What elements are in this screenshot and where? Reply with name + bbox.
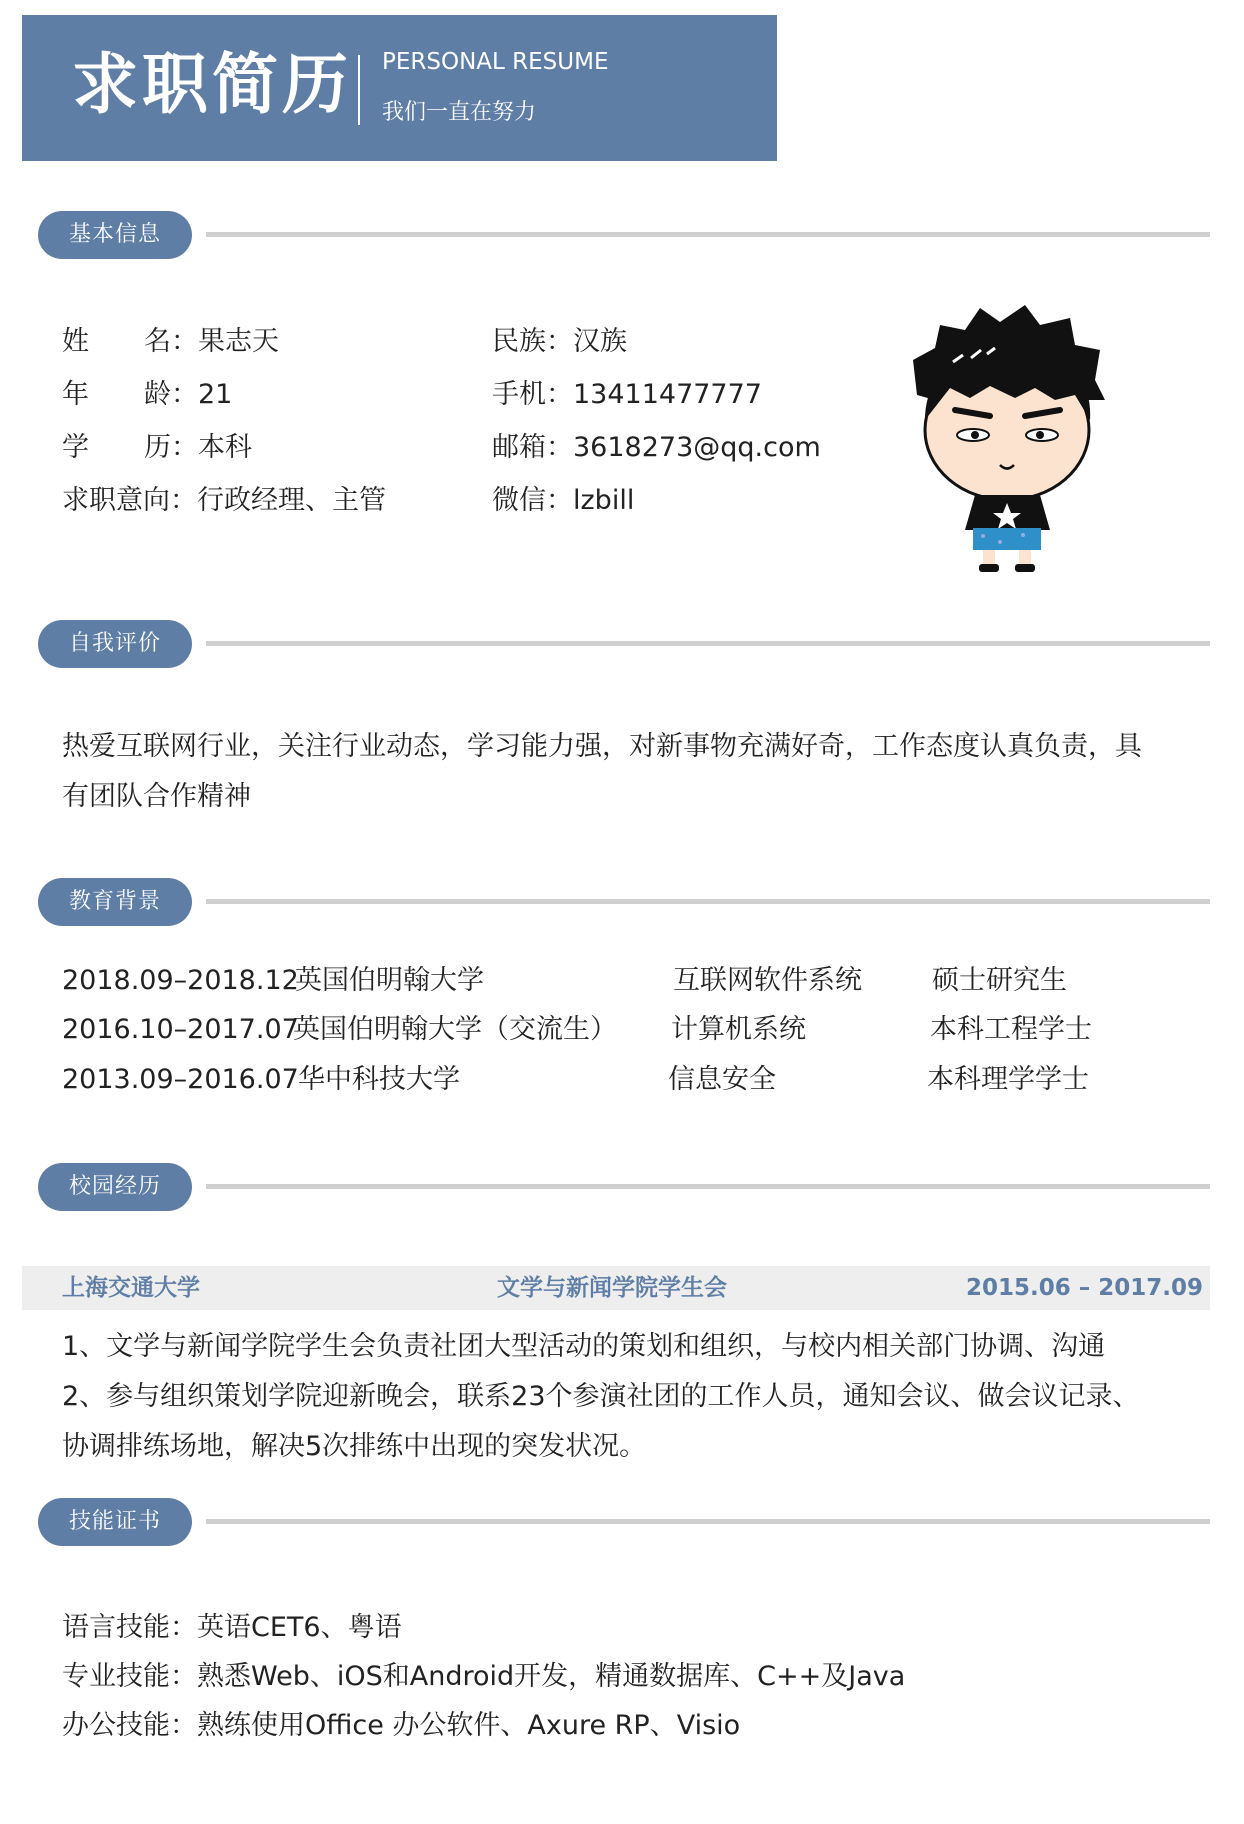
name-label-2: 名：	[144, 326, 198, 357]
skill-language-row	[62, 1614, 402, 1641]
section-title-skills: 技能证书	[38, 1498, 192, 1546]
name-label-1: 姓	[62, 326, 89, 357]
wechat-label: 微信：	[492, 485, 573, 516]
edu-major-1: 互联网软件系统	[673, 965, 862, 996]
campus-header-bar	[22, 1266, 1210, 1310]
campus-org: 文学与新闻学院学生会	[497, 1275, 727, 1301]
resume-subtitle-cn: 我们一直在努力	[382, 100, 537, 125]
ethnic-value: 汉族	[573, 326, 627, 357]
edu-school-1: 英国伯明翰大学	[295, 965, 484, 996]
resume-title: 求职简历	[72, 46, 352, 123]
edu-period-3: 2013.09–2016.07	[62, 1064, 299, 1095]
ethnic-row	[492, 328, 627, 355]
campus-text	[62, 1322, 1192, 1472]
phone-value: 13411477777	[573, 379, 762, 410]
intent-row	[62, 487, 386, 514]
section-title-self: 自我评价	[38, 620, 192, 668]
campus-school: 上海交通大学	[62, 1275, 200, 1301]
age-label-2: 龄：	[144, 379, 198, 410]
section-divider-self	[206, 641, 1210, 646]
skill-professional-row	[62, 1663, 905, 1690]
name-value: 果志天	[198, 326, 279, 357]
edu-degree-2: 本科工程学士	[930, 1014, 1092, 1045]
resume-subtitle-en: PERSONAL RESUME	[382, 49, 609, 75]
edu-degree-3: 本科理学学士	[927, 1064, 1089, 1095]
age-value: 21	[198, 379, 233, 410]
name-row	[62, 328, 279, 355]
campus-period: 2015.06 – 2017.09	[966, 1275, 1204, 1301]
skill-professional-label: 专业技能：	[62, 1661, 197, 1692]
self-eval-line-2: 有团队合作精神	[62, 781, 251, 812]
avatar	[905, 300, 1115, 580]
section-divider-education	[206, 899, 1210, 904]
self-eval-line-1: 热爱互联网行业，关注行业动态，学习能力强，对新事物充满好奇，工作态度认真负责，具	[62, 731, 1142, 762]
skill-office-value: 熟练使用Office 办公软件、Axure RP、Visio	[197, 1710, 741, 1741]
edu-school-3: 华中科技大学	[298, 1064, 460, 1095]
wechat-value: lzbill	[573, 485, 635, 516]
intent-label: 求职意向：	[62, 485, 197, 516]
edu-major-2: 计算机系统	[671, 1014, 806, 1045]
wechat-row	[492, 487, 634, 514]
campus-line-1: 1、文学与新闻学院学生会负责社团大型活动的策划和组织，与校内相关部门协调、沟通	[62, 1331, 1106, 1362]
section-divider-campus	[206, 1184, 1210, 1189]
section-title-basic: 基本信息	[38, 211, 192, 259]
phone-label: 手机：	[492, 379, 573, 410]
skill-language-value: 英语CET6、粤语	[197, 1612, 402, 1643]
edu-label-2: 历：	[144, 432, 198, 463]
email-value: 3618273@qq.com	[573, 432, 821, 463]
age-label-1: 年	[62, 379, 89, 410]
skill-professional-value: 熟悉Web、iOS和Android开发，精通数据库、C++及Java	[197, 1661, 906, 1692]
section-title-campus: 校园经历	[38, 1163, 192, 1211]
edu-school-2: 英国伯明翰大学（交流生）	[293, 1014, 617, 1045]
email-row	[492, 434, 821, 461]
section-divider-skills	[206, 1519, 1210, 1524]
education-level-row	[62, 434, 252, 461]
intent-value: 行政经理、主管	[197, 485, 386, 516]
phone-row	[492, 381, 762, 408]
skill-office-label: 办公技能：	[62, 1710, 197, 1741]
age-row	[62, 381, 232, 408]
ethnic-label: 民族：	[492, 326, 573, 357]
header-divider	[358, 55, 360, 125]
skill-office-row	[62, 1712, 740, 1739]
edu-period-2: 2016.10–2017.07	[62, 1014, 299, 1045]
email-label: 邮箱：	[492, 432, 573, 463]
campus-line-3: 协调排练场地，解决5次排练中出现的突发状况。	[62, 1431, 647, 1462]
self-eval-text	[62, 722, 1192, 822]
edu-degree-1: 硕士研究生	[932, 965, 1067, 996]
edu-label-1: 学	[62, 432, 89, 463]
section-divider-basic	[206, 232, 1210, 237]
edu-major-3: 信息安全	[668, 1064, 776, 1095]
section-title-education: 教育背景	[38, 878, 192, 926]
skill-language-label: 语言技能：	[62, 1612, 197, 1643]
edu-value: 本科	[198, 432, 252, 463]
edu-period-1: 2018.09–2018.12	[62, 965, 299, 996]
resume-header	[22, 15, 777, 161]
campus-line-2: 2、参与组织策划学院迎新晚会，联系23个参演社团的工作人员，通知会议、做会议记录、	[62, 1381, 1140, 1412]
